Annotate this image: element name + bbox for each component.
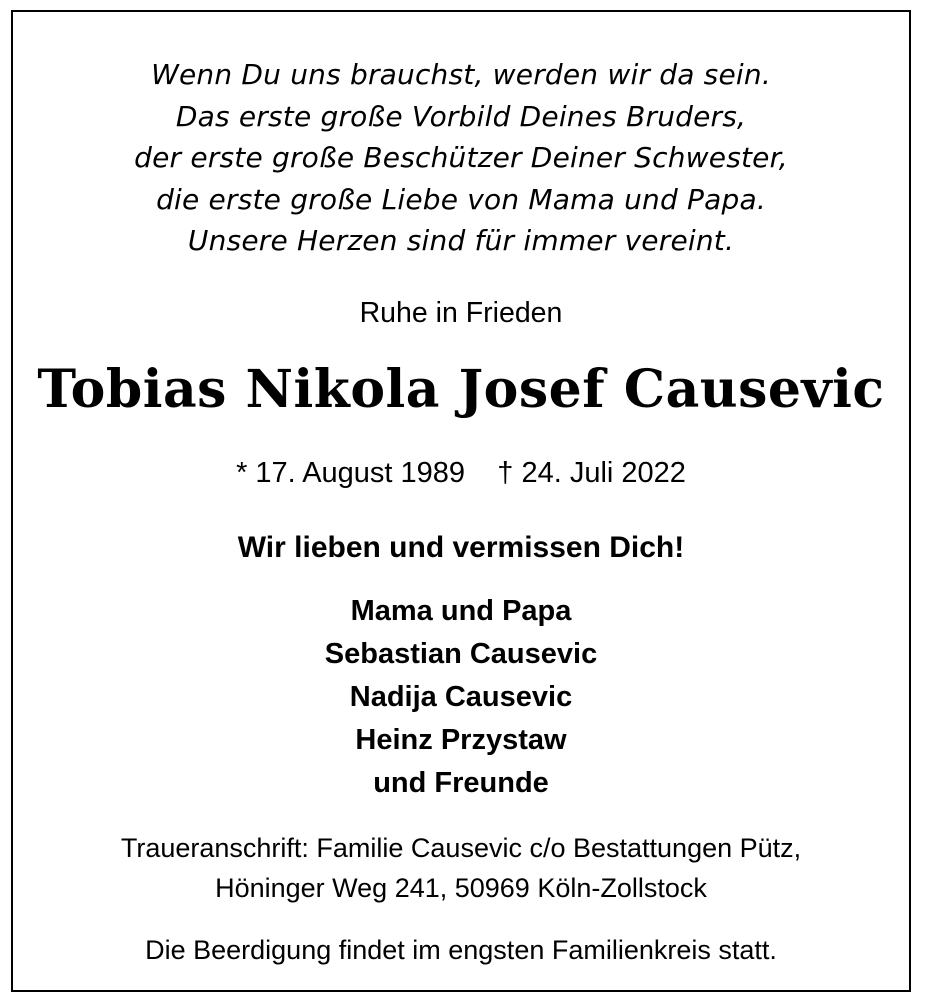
- birth-death-dates: * 17. August 1989 † 24. Juli 2022: [236, 457, 686, 489]
- funeral-note: Die Beerdigung findet im engsten Familienkreis statt.: [145, 935, 777, 965]
- address-line: Höninger Weg 241, 50969 Köln-Zollstock: [215, 873, 707, 903]
- mourner-item: Sebastian Causevic: [324, 638, 598, 670]
- mourners-list: [13, 590, 909, 805]
- rest-in-peace-text: Ruhe in Frieden: [359, 297, 563, 329]
- poem-line: Das erste große Vorbild Deines Bruders,: [175, 99, 747, 133]
- obituary-frame: [11, 10, 911, 992]
- memorial-poem: [13, 54, 909, 262]
- obituary-content: [13, 12, 909, 990]
- address-line: Traueranschrift: Familie Causevic c/o Bestattungen Pütz,: [120, 833, 802, 863]
- farewell-motto: Wir lieben und vermissen Dich!: [237, 531, 685, 564]
- deceased-name: Tobias Nikola Josef Causevic: [37, 359, 885, 420]
- poem-line: die erste große Liebe von Mama und Papa.: [156, 182, 766, 216]
- mourning-address: [13, 828, 909, 908]
- poem-line: Wenn Du uns brauchst, werden wir da sein.: [151, 58, 771, 91]
- mourner-item: Mama und Papa: [350, 595, 572, 627]
- poem-line: Unsere Herzen sind für immer vereint.: [187, 224, 735, 257]
- mourner-item: Nadija Causevic: [349, 681, 573, 713]
- poem-line: der erste große Beschützer Deiner Schwester,: [134, 141, 788, 174]
- mourner-item: und Freunde: [373, 767, 549, 799]
- mourner-item: Heinz Przystaw: [355, 724, 567, 756]
